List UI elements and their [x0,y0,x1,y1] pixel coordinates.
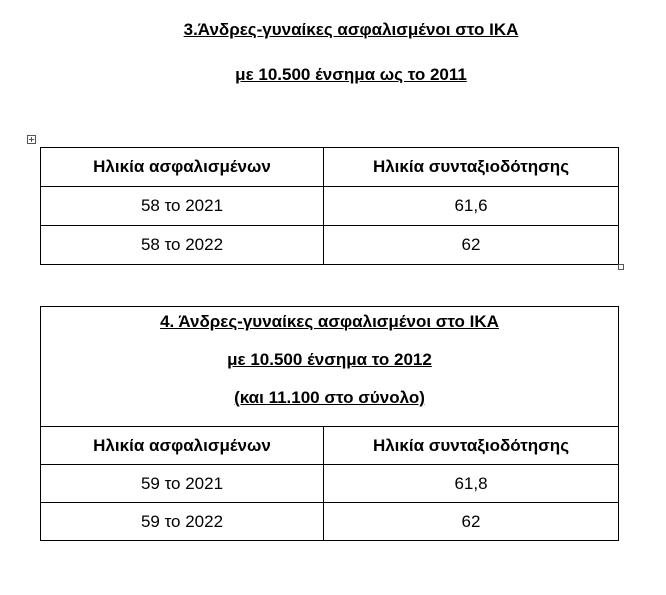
cell-retirement-age: 61,8 [324,465,619,503]
table-row [41,503,619,541]
cell-age-insured: 58 το 2022 [41,226,324,265]
cell-retirement-age: 62 [324,226,619,265]
section4-caption [41,307,619,427]
header-age-insured: Ηλικία ασφαλισμένων [41,148,324,187]
table-resize-handle-icon[interactable] [618,264,624,270]
table-row [41,226,619,265]
section4-title-line3: (και 11.100 στο σύνολο) [234,388,425,407]
cell-age-insured: 58 το 2021 [41,187,324,226]
cell-age-insured: 59 το 2021 [41,465,324,503]
cell-age-insured: 59 το 2022 [41,503,324,541]
section3-title-line2: με 10.500 ένσημα ως το 2011 [235,65,467,84]
section4-title-line2: με 10.500 ένσημα το 2012 [227,350,432,369]
section4-table [40,306,619,541]
cell-retirement-age: 61,6 [324,187,619,226]
table-move-handle-icon[interactable] [27,135,36,144]
section3-title-line1: 3.Άνδρες-γυναίκες ασφαλισμένοι στο ΙΚΑ [183,20,519,39]
header-retirement-age: Ηλικία συνταξιοδότησης [324,427,619,465]
table-row [41,187,619,226]
section3-table [40,147,619,265]
header-retirement-age: Ηλικία συνταξιοδότησης [324,148,619,187]
table-row [41,465,619,503]
table-header-row [41,427,619,465]
section4-title-line1: 4. Άνδρες-γυναίκες ασφαλισμένοι στο ΙΚΑ [160,312,499,331]
table-caption-row [41,307,619,427]
header-age-insured: Ηλικία ασφαλισμένων [41,427,324,465]
table-header-row [41,148,619,187]
cell-retirement-age: 62 [324,503,619,541]
